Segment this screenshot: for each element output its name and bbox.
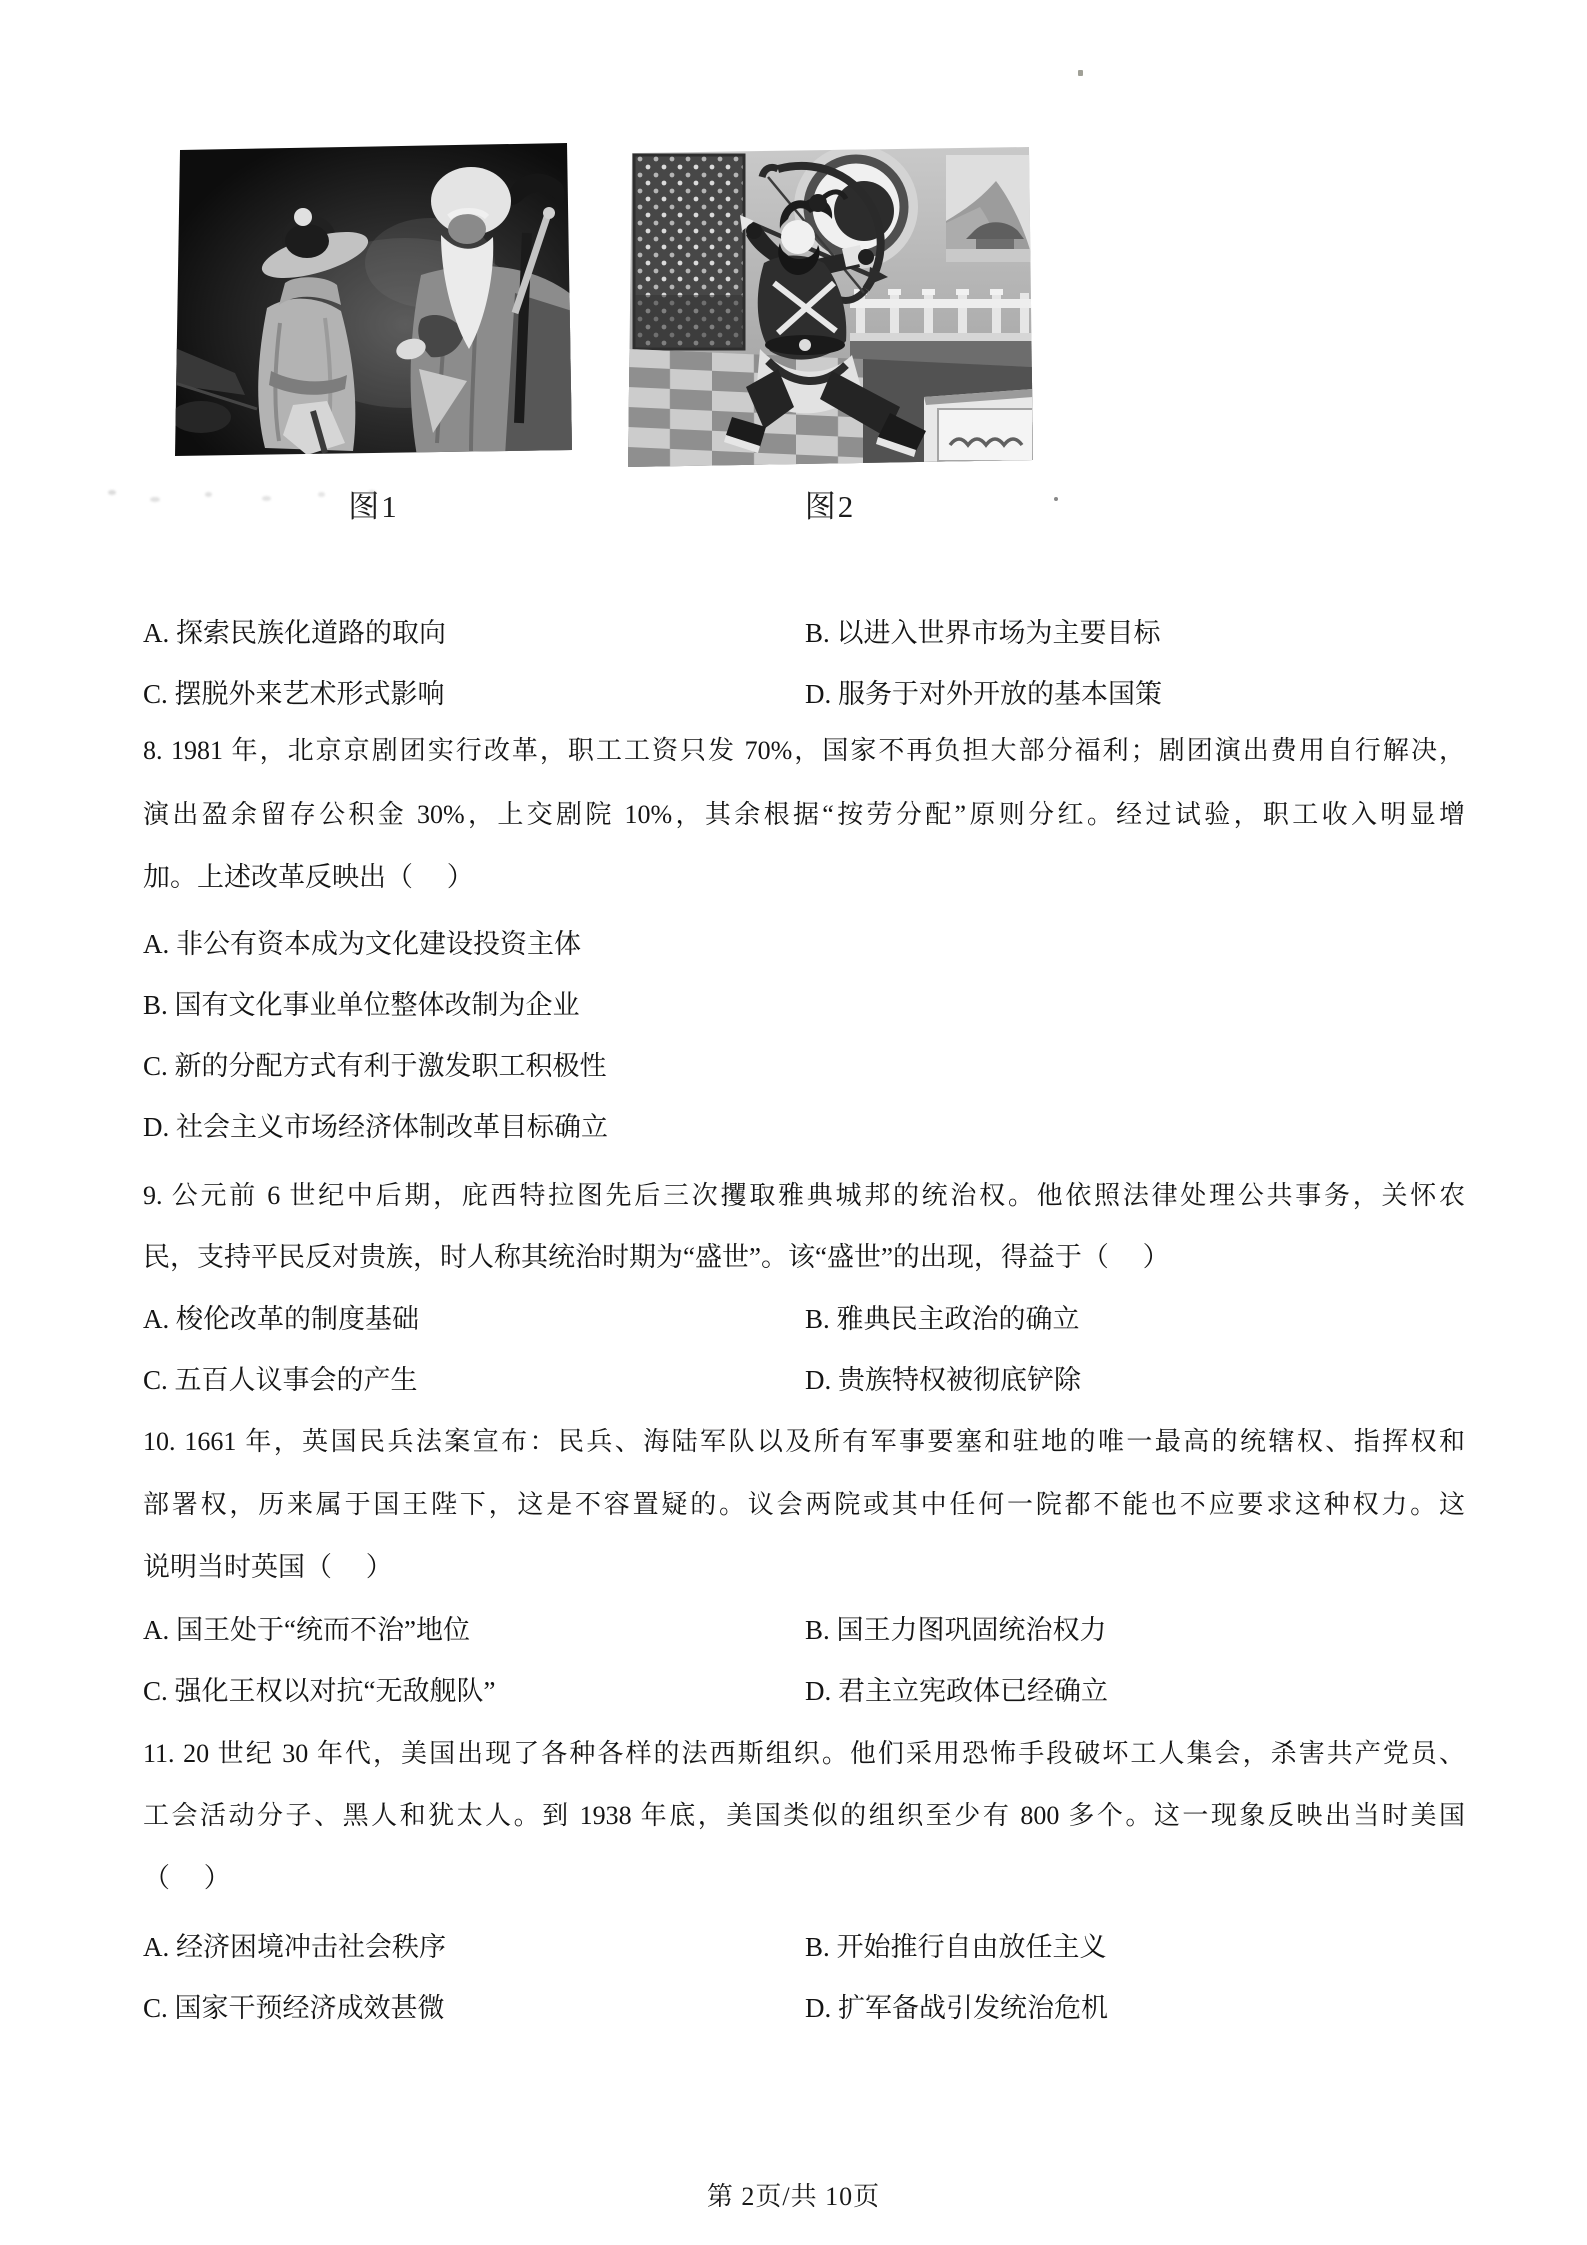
q9-option-c: C. 五百人议事会的产生 bbox=[143, 1365, 418, 1395]
scan-speck bbox=[368, 490, 376, 495]
q9-stem-line-2: 民，支持平民反对贵族，时人称其统治时期为“盛世”。该“盛世”的出现，得益于（ ） bbox=[143, 1242, 1170, 1272]
q8-option-d: D. 社会主义市场经济体制改革目标确立 bbox=[143, 1112, 608, 1142]
q8-option-c: C. 新的分配方式有利于激发职工积极性 bbox=[143, 1051, 607, 1081]
scan-speck bbox=[1054, 497, 1058, 501]
q8-stem-line-2: 演出盈余留存公积金 30%，上交剧院 10%，其余根据“按劳分配”原则分红。经过试验，职工收入明显增 bbox=[143, 800, 1465, 829]
q11-option-a: A. 经济困境冲击社会秩序 bbox=[143, 1932, 446, 1962]
figure-1 bbox=[175, 143, 572, 456]
q10-stem-line-1: 10. 1661 年，英国民兵法案宣布：民兵、海陆军队以及所有军事要塞和驻地的唯一最高的统辖权、指挥权和 bbox=[143, 1427, 1465, 1456]
page-number-footer: 第 2页/共 10页 bbox=[706, 2182, 881, 2211]
fig2-terrace bbox=[924, 389, 1033, 467]
fig1-face bbox=[448, 214, 486, 244]
scan-speck bbox=[1078, 70, 1083, 76]
q9-option-a: A. 梭伦改革的制度基础 bbox=[143, 1304, 419, 1334]
q8-stem-line-1: 8. 1981 年，北京京剧团实行改革，职工工资只发 70%，国家不再负担大部分福利；剧团演出费用自行解决， bbox=[143, 736, 1465, 765]
q11-option-c: C. 国家干预经济成效甚微 bbox=[143, 1993, 445, 2023]
figure-2-caption: 图2 bbox=[804, 489, 856, 524]
scan-speck bbox=[318, 492, 325, 497]
figure2-image bbox=[628, 147, 1033, 467]
q8-stem-line-3: 加。上述改革反映出（ ） bbox=[143, 862, 474, 892]
fig2-face bbox=[781, 220, 815, 254]
q9-stem-line-1: 9. 公元前 6 世纪中后期，庇西特拉图先后三次攫取雅典城邦的统治权。他依照法律处理公共事务，关怀农 bbox=[143, 1181, 1465, 1210]
figure-1-caption: 图1 bbox=[348, 489, 399, 524]
q8-option-a: A. 非公有资本成为文化建设投资主体 bbox=[143, 929, 581, 959]
figure-2 bbox=[628, 147, 1033, 467]
q10-option-b: B. 国王力图巩固统治权力 bbox=[805, 1615, 1107, 1645]
scan-speck bbox=[108, 490, 116, 495]
q9-option-d: D. 贵族特权被彻底铲除 bbox=[805, 1365, 1081, 1395]
q11-stem-line-2: 工会活动分子、黑人和犹太人。到 1938 年底，美国类似的组织至少有 800 多个。这一现象反映出当时美国 bbox=[143, 1801, 1465, 1830]
q10-option-d: D. 君主立宪政体已经确立 bbox=[805, 1676, 1108, 1706]
q10-stem-line-3: 说明当时英国（ ） bbox=[143, 1552, 393, 1582]
q11-option-b: B. 开始推行自由放任主义 bbox=[805, 1932, 1107, 1962]
q10-option-a: A. 国王处于“统而不治”地位 bbox=[143, 1615, 470, 1645]
fig1-hat-knob bbox=[294, 208, 312, 226]
q11-option-d: D. 扩军备战引发统治危机 bbox=[805, 1993, 1108, 2023]
q11-stem-line-1: 11. 20 世纪 30 年代，美国出现了各种各样的法西斯组织。他们采用恐怖手段破坏工人集会，杀害共产党员、 bbox=[143, 1739, 1465, 1768]
q8-option-b: B. 国有文化事业单位整体改制为企业 bbox=[143, 990, 580, 1020]
q7-option-d: D. 服务于对外开放的基本国策 bbox=[805, 679, 1162, 709]
figure1-image bbox=[175, 143, 572, 456]
q7-option-b: B. 以进入世界市场为主要目标 bbox=[805, 618, 1161, 648]
q7-option-c: C. 摆脱外来艺术形式影响 bbox=[143, 679, 445, 709]
q10-option-c: C. 强化王权以对抗“无敌舰队” bbox=[143, 1676, 496, 1706]
fig2-distant-view bbox=[946, 155, 1033, 262]
q7-option-a: A. 探索民族化道路的取向 bbox=[143, 618, 446, 648]
q10-stem-line-2: 部署权，历来属于国王陛下，这是不容置疑的。议会两院或其中任何一院都不能也不应要求这种权力。这 bbox=[143, 1490, 1465, 1519]
q9-option-b: B. 雅典民主政治的确立 bbox=[805, 1304, 1080, 1334]
scan-speck bbox=[150, 497, 160, 502]
scan-speck bbox=[262, 496, 271, 501]
scan-speck bbox=[205, 492, 212, 497]
q11-stem-line-3: （ ） bbox=[143, 1863, 231, 1893]
